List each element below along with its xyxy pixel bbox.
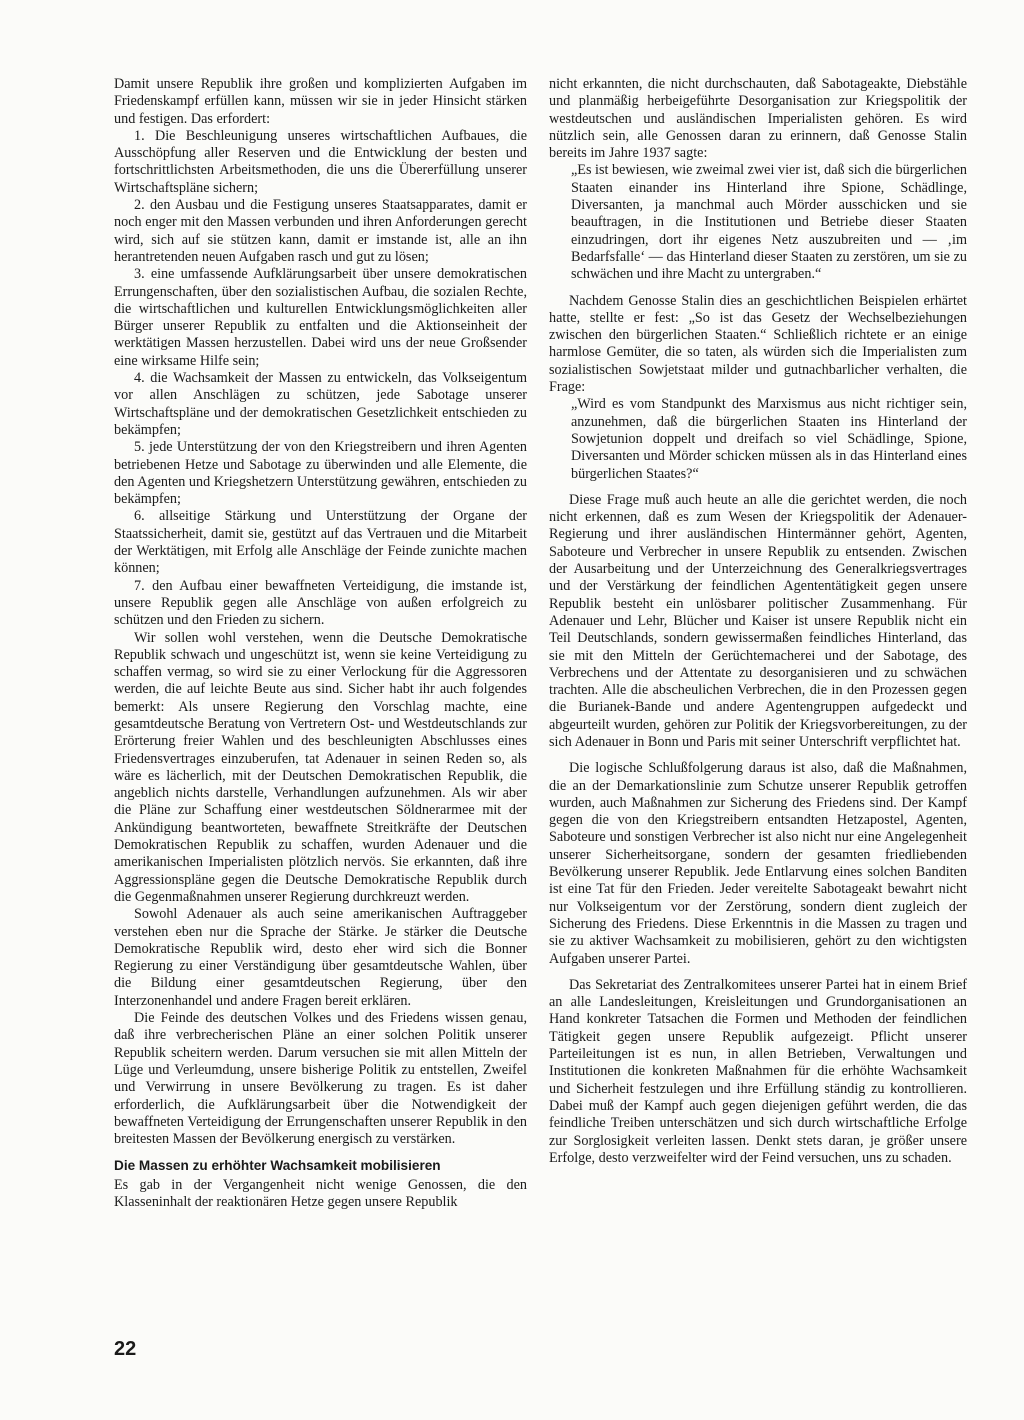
intro-paragraph: Damit unsere Republik ihre großen und komplizierten Aufgaben im Friedenskampf erfüllen kann, müssen wir sie in jeder Hinsicht stärken und festigen. Das erfordert: [114, 76, 527, 127]
section-heading: Die Massen zu erhöhter Wachsamkeit mobilisieren [114, 1158, 441, 1174]
stalin-paragraph: Nachdem Genosse Stalin dies an geschichtlichen Beispielen erhärtet hatte, stellte er fest: „So ist das Gesetz der Wechselbeziehungen zwischen den bürgerlichen Staaten.“ Schließlich richtete er an einige harmlose Gemüter, die so taten, als würden sich die Imperialisten zum sozialistischen Sowjetstaat milder und gutnachbarlicher verhalten, die Frage: [549, 292, 967, 396]
secretariat-paragraph: Das Sekretariat des Zentralkomitees unserer Partei hat in einem Brief an alle Landesleitungen, Kreisleitungen und Grundorganisationen an Hand konkreter Tatsachen die Formen und Methoden der feindlichen Tätigkeit gegen unsere Republik aufgezeigt. Pflicht unserer Parteileitungen ist es nun, in allen Betrieben, Verwaltungen und Institutionen die konkreten Maßnahmen für die erhöhte Wachsamkeit und Sicherheit festzulegen und ihre Erfüllung ständig zu kontrollieren. Dabei muß der Kampf auch gegen diejenigen geführt werden, die das feindliche Treiben unterschätzen und sich durch wirtschaftliche Erfolge zur Sorglosigkeit verleiten lassen. Denkt stets daran, je größer unsere Erfolge, desto verzweifelter wird der Feind versuchen, uns zu schaden. [549, 976, 967, 1166]
list-item: 7. den Aufbau einer bewaffneten Verteidigung, die imstande ist, unsere Republik gegen alle Anschläge von außen erfolgreich zu schützen und den Frieden zu sichern. [114, 577, 527, 629]
list-item: 6. allseitige Stärkung und Unterstützung der Organe der Staatssicherheit, damit sie, gestützt auf das Vertrauen und die Mitarbeit der Werktätigen, mit Erfolg alle Anschläge der Feinde zunichte machen können; [114, 508, 527, 577]
page-number: 22 [114, 1338, 137, 1360]
stalin-quote-1: „Es ist bewiesen, wie zweimal zwei vier ist, daß sich die bürgerlichen Staaten einander ins Hinterland ihre Spione, Schädlinge, Diversanten, ja manchmal auch Mörder ausschicken und sie beauftragen, in die Institutionen und Betriebe dieser Staaten einzudringen, dort ihr eigenes Netz auszubreiten und — ‚im Bedarfsfalle‘ — das Hinterland dieser Staaten zu zerstören, um sie zu schwächen und ihre Macht zu untergraben.“ [571, 162, 967, 283]
list-item: 3. eine umfassende Aufklärungsarbeit über unsere demokratischen Errungenschaften, über den sozialistischen Aufbau, die sozialen Rechte, die wirtschaftlichen und kulturellen Entwicklungsmöglichkeiten aller Bürger unserer Republik zu entfalten und die Aktionseinheit der werktätigen Massen herzustellen. Dabei wird uns der neue Großsender eine wirksame Hilfe sein; [114, 266, 527, 369]
past-paragraph: Es gab in der Vergangenheit nicht wenige Genossen, die den Klasseninhalt der reaktionären Hetze gegen unsere Republik [114, 1176, 527, 1210]
logic-paragraph: Die logische Schlußfolgerung daraus ist also, daß die Maßnahmen, die an der Demarkationslinie zum Schutze unserer Republik getroffen wurden, auch Maßnahmen zur Sicherung des Friedens sind. Der Kampf gegen die von den Kriegstreibern entsandten Hetzapostel, Agenten, Saboteure und sonstigen Verbrecher ist also nicht nur eine Angelegenheit unserer Sicherheitsorgane, sondern der gesamten friedliebenden Bevölkerung unserer Republik. Jede Entlarvung eines solchen Banditen ist eine Tat für den Frieden. Jeder vereitelte Sabotageakt bewahrt nicht nur Volkseigentum vor der Zerstörung, sondern dient zugleich der Sicherung des Friedens. Diese Erkenntnis in die Massen zu tragen und sie zu aktiver Wachsamkeit zu mobilisieren, gehört zu den wichtigsten Aufgaben unserer Partei. [549, 760, 967, 967]
question-paragraph: Diese Frage muß auch heute an alle die gerichtet werden, die noch nicht erkennen, daß es zum Wesen der Kriegspolitik der Adenauer-Regierung und ihrer ausländischen Hintermänner gehört, Agenten, Saboteure und Verbrecher in unsere Republik zu entsenden. Zwischen der Ausarbeitung und der Unterzeichnung des Generalkriegsvertrages und der Verstärkung der feindlichen Agententätigkeit gegen unsere Republik besteht ein unlösbarer politischer Zusammenhang. Für Adenauer und Lehr, Blücher und Kaiser ist unsere Republik nicht ein Teil Deutschlands, sondern gewissermaßen feindliches Hinterland, das sie mit den Mitteln der Gerüchtemacherei und der Sabotage, des Verbrechens und der Attentate zu desorganisieren und zu schwächen trachten. Alle die abscheulichen Verbrechen, die in den Prozessen gegen die Burianek-Bande und andere Agentengruppen aufgedeckt und abgeurteilt wurden, gehören zur Politik der Kriegsvorbereitungen, zu der sich Adenauer in Bonn und Paris mit seiner Unterschrift verpflichtet hat. [549, 491, 967, 750]
stalin-quote-2: „Wird es vom Standpunkt des Marxismus aus nicht richtiger sein, anzunehmen, daß die bürgerlichen Staaten ins Hinterland der Sowjetunion doppelt und dreifach so viel Schädlinge, Spione, Diversanten und Mörder schicken müssen als in das Hinterland eines bürgerlichen Staates?“ [571, 396, 967, 482]
strength-paragraph: Sowohl Adenauer als auch seine amerikanischen Auftraggeber verstehen eben nur die Sprache der Stärke. Je stärker die Deutsche Demokratische Republik wird, desto eher wird sich die Bonner Regierung zu einer Verständigung über gesamtdeutsche Wahlen, über die Bildung einer gesamtdeutschen Regierung, über den Interzonenhandel und andere Fragen bereit erklären. [114, 906, 527, 1009]
right-column [549, 76, 967, 1167]
list-item: 5. jede Unterstützung der von den Kriegstreibern und ihren Agenten betriebenen Hetze und Sabotage zu überwinden und alle Elemente, die den Agenten und Kriegshetzern Unterstützung gewähren, entschieden zu bekämpfen; [114, 439, 527, 508]
list-item: 4. die Wachsamkeit der Massen zu entwickeln, das Volkseigentum vor allen Anschlägen zu schützen, jede Sabotage unserer Wirtschaftspläne und der demokratischen Gesetzlichkeit entschieden zu bekämpfen; [114, 370, 527, 438]
defense-paragraph: Wir sollen wohl verstehen, wenn die Deutsche Demokratische Republik schwach und ungeschützt ist, wenn sie keine Verteidigung zu schaffen vermag, so wird sie zu einer Verlockung für die Aggressoren werden, die auf leichte Beute aus sind. Sicher habt ihr auch folgendes bemerkt: Als unsere Regierung den Vorschlag machte, eine gesamtdeutsche Beratung von Vertretern Ost- und Westdeutschlands zur Erörterung freier Wahlen und des beschleunigten Abschlusses eines Friedensvertrages einzuberufen, tat Adenauer in seinen Reden so, als wäre es lächerlich, mit der Deutschen Demokratischen Republik, die angeblich nichts darstelle, Verhandlungen aufzunehmen. Als wir aber die Pläne zur Schaffung einer westdeutschen Söldnerarmee mit der Ankündigung beantworteten, bewaffnete Streitkräfte der Deutschen Demokratischen Republik zu schaffen, wurden Adenauer und die amerikanischen Imperialisten plötzlich nervös. Sie erkannten, daß ihre Aggressionspläne gegen die Deutsche Demokratische Republik durch die Gegenmaßnahmen unserer Regierung durchkreuzt werden. [114, 629, 527, 905]
list-item: 1. Die Beschleunigung unseres wirtschaftlichen Aufbaues, die Ausschöpfung aller Reserven und die Entwicklung der besten und fortschrittlichsten Arbeitsmethoden, die uns die Übererfüllung unserer Wirtschaftspläne sichern; [114, 127, 527, 196]
enemies-paragraph: Die Feinde des deutschen Volkes und des Friedens wissen genau, daß ihre verbrecherischen Pläne an einer solchen Politik unserer Republik scheitern werden. Darum versuchen sie mit allen Mitteln der Lüge und Verleumdung, unsere bisherige Politik zu entstellen, Zweifel und Verwirrung in unsere Bevölkerung zu tragen. Es ist daher erforderlich, die Aufklärungsarbeit über die Notwendigkeit der bewaffneten Verteidigung der Errungenschaften unserer Republik in den breitesten Massen der Bevölkerung energisch zu verstärken. [114, 1010, 527, 1148]
left-column [114, 76, 527, 1211]
list-item: 2. den Ausbau und die Festigung unseres Staatsapparates, damit er noch enger mit den Massen verbunden und ihren Anforderungen gerecht wird, sich auf sie stützen kann, damit er imstande ist, alle an ihn herantretenden neuen Aufgaben rasch und gut zu lösen; [114, 197, 527, 265]
continued-paragraph: nicht erkannten, die nicht durchschauten, daß Sabotageakte, Diebstähle und planmäßig herbeigeführte Desorganisation zur Kriegspolitik der westdeutschen und ausländischen Imperialisten gehören. Es wird nützlich sein, alle Genossen daran zu erinnern, daß Genosse Stalin bereits im Jahre 1937 sagte: [549, 76, 967, 162]
